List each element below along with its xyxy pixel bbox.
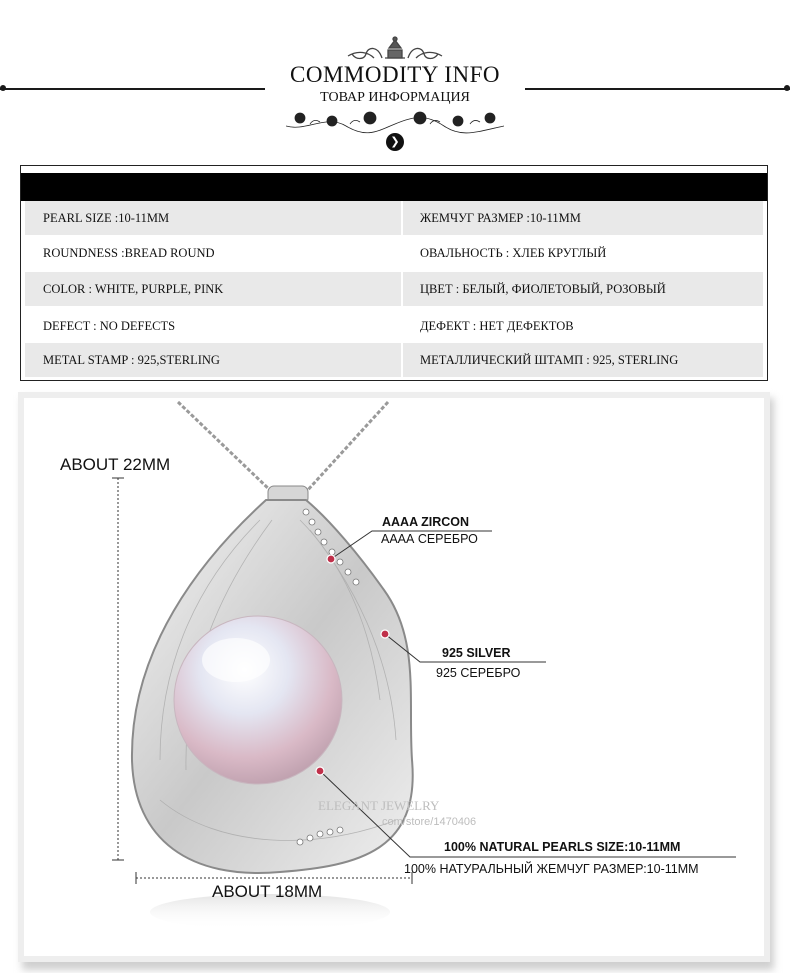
pearl-label-ru: 100% НАТУРАЛЬНЫЙ ЖЕМЧУГ РАЗМЕР:10-11MM	[404, 862, 699, 876]
height-label: ABOUT 22MM	[60, 455, 171, 474]
chevron-down-icon: ❯	[386, 133, 404, 151]
zircon-marker	[327, 555, 335, 563]
spec-row	[25, 309, 763, 343]
pearl-label: 100% NATURAL PEARLS SIZE:10-11MM	[444, 840, 681, 854]
spec-cell-en: COLOR : WHITE, PURPLE, PINK	[25, 272, 401, 306]
spec-cell-ru: МЕТАЛЛИЧЕСКИЙ ШТАМП : 925, STERLING	[403, 343, 763, 377]
zircon-label-ru: АААА СЕРЕБРО	[381, 532, 478, 546]
spec-row	[25, 343, 763, 377]
spec-cell-en: DEFECT : NO DEFECTS	[43, 319, 176, 333]
spec-table	[20, 165, 768, 381]
spec-row	[25, 272, 763, 306]
silver-marker	[381, 630, 389, 638]
pearl	[174, 616, 342, 784]
pearl-pendant-illustration	[0, 392, 790, 973]
divider-dot-right	[784, 85, 790, 91]
spec-cell-en: ROUNDNESS :BREAD ROUND	[43, 246, 215, 260]
rose-flourish-icon	[286, 108, 504, 134]
silver-label-ru: 925 СЕРЕБРО	[436, 666, 521, 680]
silver-label: 925 SILVER	[442, 646, 511, 660]
spec-cell-ru: ОВАЛЬНОСТЬ : ХЛЕБ КРУГЛЫЙ	[420, 246, 607, 260]
spec-table-header-bar	[21, 173, 767, 201]
zircon-label: AAAA ZIRCON	[382, 515, 470, 529]
watermark-brand: ELEGANT JEWELRY	[318, 798, 440, 813]
chain-right	[306, 402, 388, 492]
page-title: COMMODITY INFO	[265, 60, 525, 90]
width-label: ABOUT 18MM	[212, 882, 323, 901]
page-subtitle: ТОВАР ИНФОРМАЦИЯ	[320, 90, 470, 105]
spec-row	[25, 201, 763, 235]
spec-row	[25, 236, 763, 270]
spec-cell-ru: ЦВЕТ : БЕЛЫЙ, ФИОЛЕТОВЫЙ, РОЗОВЫЙ	[403, 272, 763, 306]
spec-cell-en: PEARL SIZE :10-11MM	[25, 201, 401, 235]
spec-cell-en: METAL STAMP : 925,STERLING	[25, 343, 401, 377]
spec-cell-ru: ДЕФЕКТ : НЕТ ДЕФЕКТОВ	[420, 319, 574, 333]
divider-dot-left	[0, 85, 6, 91]
spec-cell-ru: ЖЕМЧУГ РАЗМЕР :10-11MM	[403, 201, 763, 235]
watermark-url: com/store/1470406	[382, 816, 477, 828]
chain-left	[178, 402, 272, 492]
pearl-marker	[316, 767, 324, 775]
